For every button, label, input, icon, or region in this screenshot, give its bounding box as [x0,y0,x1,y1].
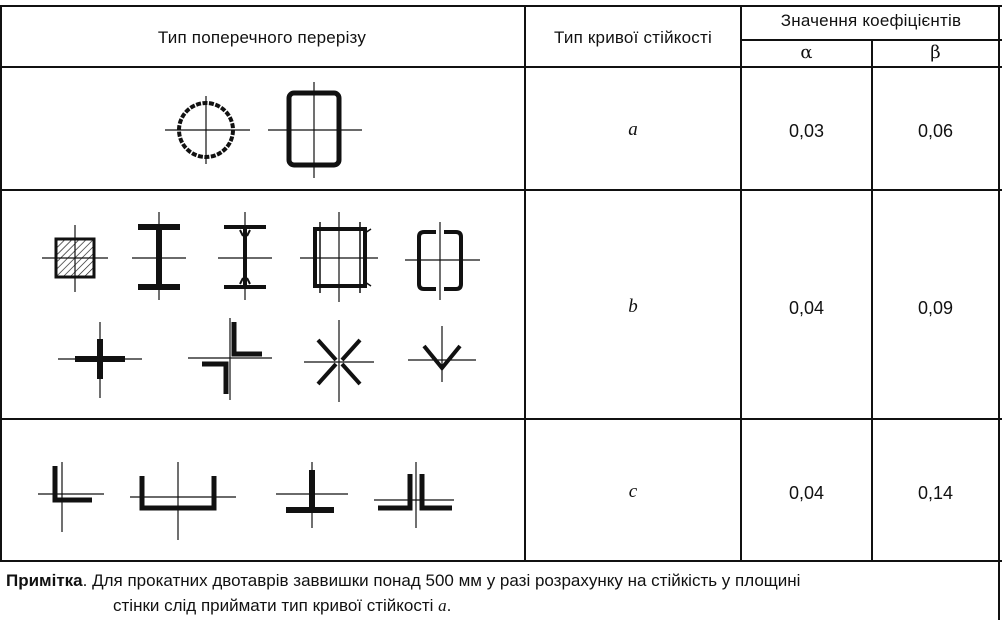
note-text-2: стінки слід приймати тип кривої стійкості [113,596,434,615]
cruciform-angles-section-icon [58,322,142,398]
header-beta: β [930,42,941,63]
note-text-1: . Для прокатних двотаврів заввишки понад 500 мм у разі розрахунку на стійкість у площині [82,571,801,590]
row-b-alpha: 0,04 [788,298,825,318]
rectangular-tube-section-icon [268,82,362,178]
solid-square-section-icon [42,225,108,292]
note-label: Примітка [6,571,83,590]
row-c-beta: 0,14 [917,483,954,503]
rolled-box-section-icon [405,222,480,300]
tee-section-icon [276,462,348,528]
row-c-curve: c [628,481,638,502]
note-curve-ref: a [438,596,447,615]
table-note [6,568,996,618]
header-section-type: Тип поперечного перерізу [157,28,367,47]
cross-plates-section-icon [304,320,374,402]
header-curve-type: Тип кривої стійкості [554,28,712,47]
v-angle-section-icon [408,326,476,382]
note-line-2 [6,593,996,618]
angle-pair-section-icon [188,318,272,400]
row-a-alpha: 0,03 [788,121,825,141]
welded-i-beam-section-icon [132,212,186,300]
row-b-beta: 0,09 [917,298,954,318]
single-angle-section-icon [38,462,104,532]
double-angle-tee-section-icon [374,462,454,528]
header-coefficients: Значення коефіцієнтів [780,11,962,30]
circular-tube-section-icon [165,96,250,164]
header-alpha: α [800,42,813,63]
welded-box-section-icon [300,212,378,302]
row-c-alpha: 0,04 [788,483,825,503]
channel-section-icon [130,462,236,540]
row-a-beta: 0,06 [917,121,954,141]
rolled-i-beam-section-icon [218,212,272,300]
note-line-1 [6,571,800,590]
row-a-curve: a [628,119,638,140]
row-b-curve: b [628,296,638,317]
note-text-end: . [446,596,452,615]
